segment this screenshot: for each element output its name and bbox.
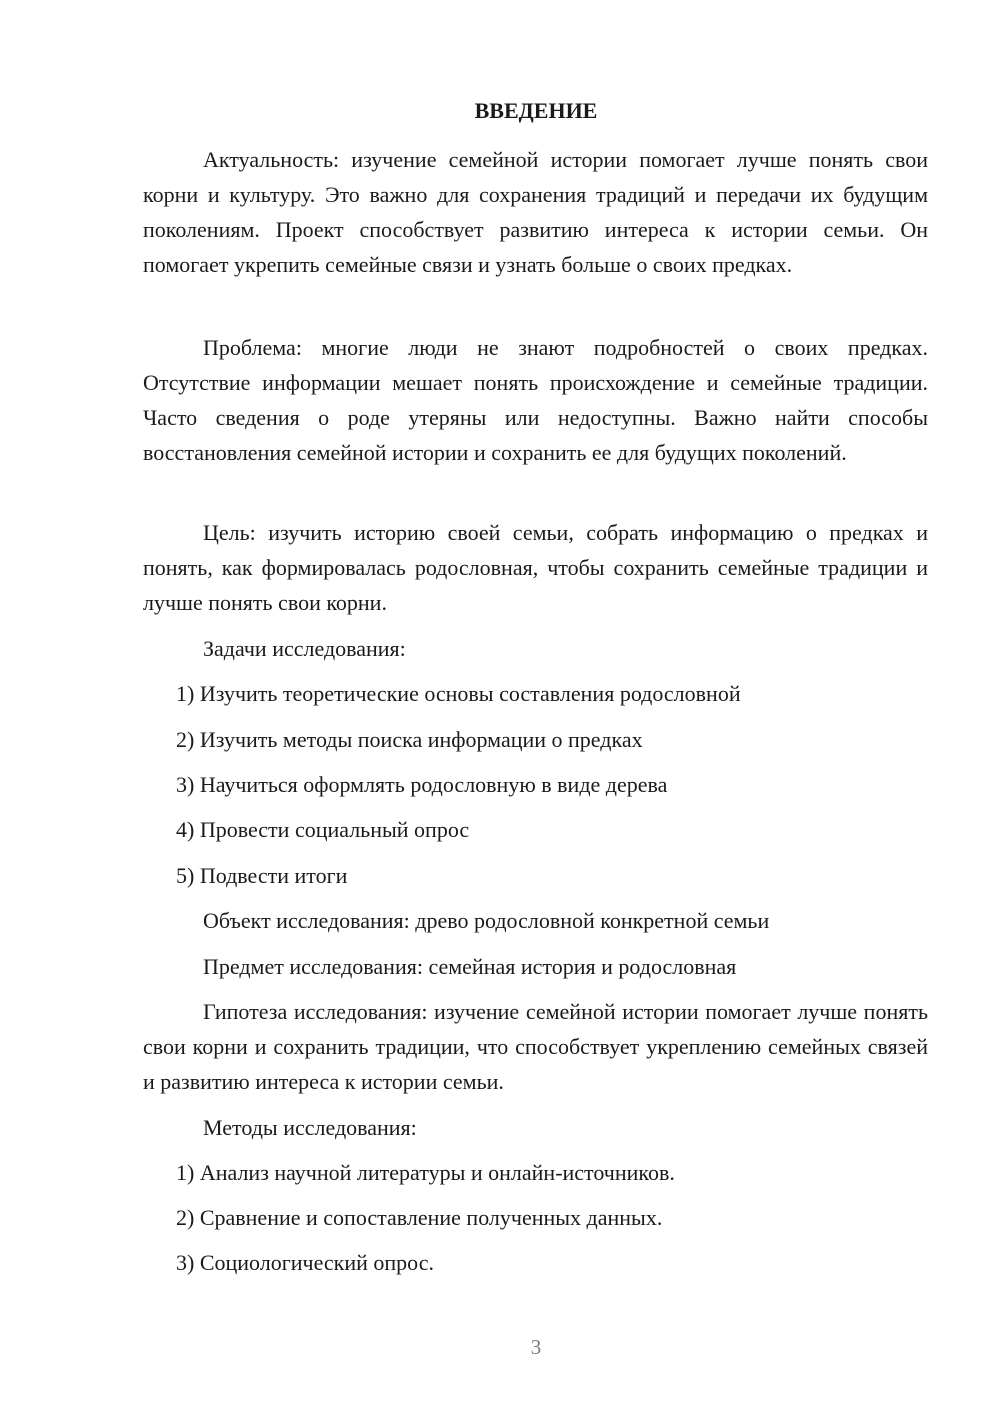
task-item-3: 3) Научиться оформлять родословную в виде дерева [176, 772, 668, 797]
task-item-2: 2) Изучить методы поиска информации о предках [176, 727, 643, 752]
task-item-5: 5) Подвести итоги [176, 863, 348, 888]
problem-paragraph: Проблема: многие люди не знают подробностей о своих предках. Отсутствие информации мешает понять происхождение и семейные традиции. Часто сведения о роде утеряны или недоступны. Важно найти способы восстановления семейной истории и сохранить ее для будущих поколений. [143, 335, 928, 465]
goal-paragraph: Цель: изучить историю своей семьи, собрать информацию о предках и понять, как формировалась родословная, чтобы сохранить семейные традиции и лучше понять свои корни. [143, 520, 928, 615]
tasks-heading: Задачи исследования: [203, 636, 406, 661]
object-paragraph: Объект исследования: древо родословной конкретной семьи [203, 908, 770, 933]
hypothesis-paragraph: Гипотеза исследования: изучение семейной истории помогает лучше понять свои корни и сохранить традиции, что способствует укреплению семейных связей и развитию интереса к истории семьи. [143, 999, 928, 1094]
relevance-paragraph: Актуальность: изучение семейной истории помогает лучше понять свои корни и культуру. Это важно для сохранения традиций и передачи их будущим поколениям. Проект способствует развитию интереса к истории семьи. Он помогает укрепить семейные связи и узнать больше о своих предках. [143, 147, 928, 277]
subject-paragraph: Предмет исследования: семейная история и родословная [203, 954, 737, 979]
task-item-1: 1) Изучить теоретические основы составления родословной [176, 681, 741, 706]
methods-heading: Методы исследования: [203, 1115, 417, 1140]
page-title: ВВЕДЕНИЕ [474, 98, 598, 123]
page-number: 3 [530, 1335, 542, 1359]
method-item-1: 1) Анализ научной литературы и онлайн-источников. [176, 1160, 675, 1185]
method-item-2: 2) Сравнение и сопоставление полученных данных. [176, 1205, 663, 1230]
method-item-3: 3) Социологический опрос. [176, 1250, 434, 1275]
task-item-4: 4) Провести социальный опрос [176, 817, 470, 842]
